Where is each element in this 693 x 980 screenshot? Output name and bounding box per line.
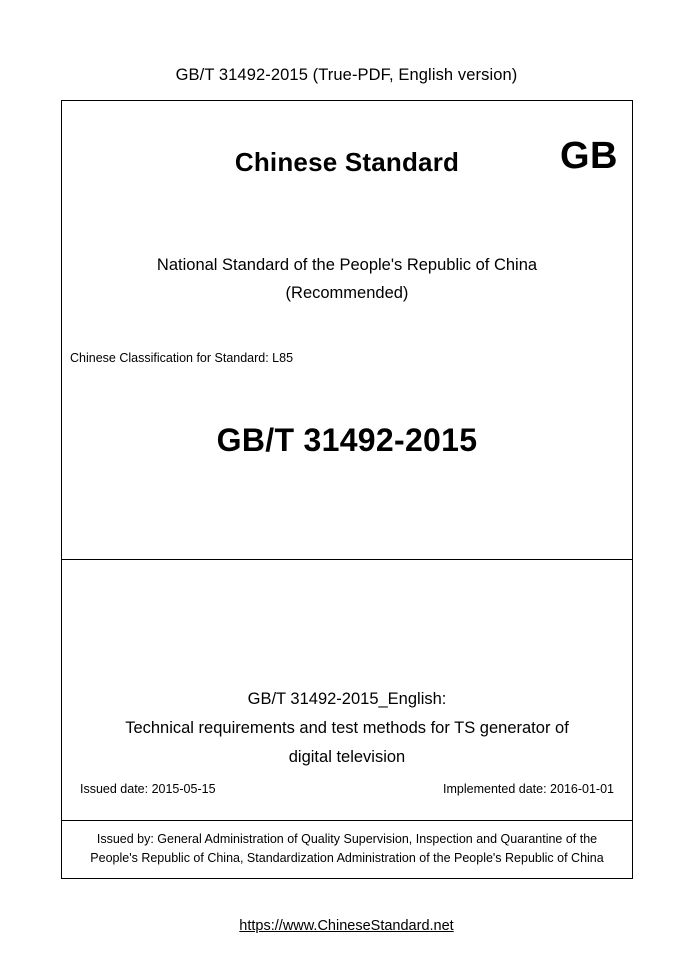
page-title: GB/T 31492-2015 (True-PDF, English version) [175, 66, 518, 84]
cover-lower-section [62, 560, 632, 821]
gb-logo: GB [560, 135, 618, 177]
issued-by-block: Issued by: General Administration of Quality Supervision, Inspection and Quarantine of the People's Republic of China, Standardization Administration of the People's Republic of China [90, 832, 604, 865]
cover-upper-section [62, 101, 632, 560]
chinese-standard-heading: Chinese Standard [234, 147, 460, 177]
classification-label: Chinese Classification for Standard: L85 [70, 351, 294, 365]
website-link[interactable]: https://www.ChineseStandard.net [239, 918, 454, 934]
national-standard-line1: National Standard of the People's Republic of China [156, 256, 538, 274]
english-title-line3: digital television [288, 748, 406, 766]
english-title-line1: GB/T 31492-2015_English: [247, 690, 447, 708]
english-title-block [62, 560, 632, 772]
standard-number: GB/T 31492-2015 [216, 422, 478, 458]
national-standard-line2: (Recommended) [285, 284, 409, 302]
dates-row [62, 782, 632, 796]
cover-box [61, 100, 633, 879]
website-footer [0, 918, 693, 934]
implemented-date: Implemented date: 2016-01-01 [443, 782, 614, 796]
english-title-line2: Technical requirements and test methods for TS generator of [125, 719, 569, 737]
issued-date: Issued date: 2015-05-15 [80, 782, 216, 796]
standard-heading-row [62, 101, 632, 197]
national-standard-block [62, 251, 632, 307]
